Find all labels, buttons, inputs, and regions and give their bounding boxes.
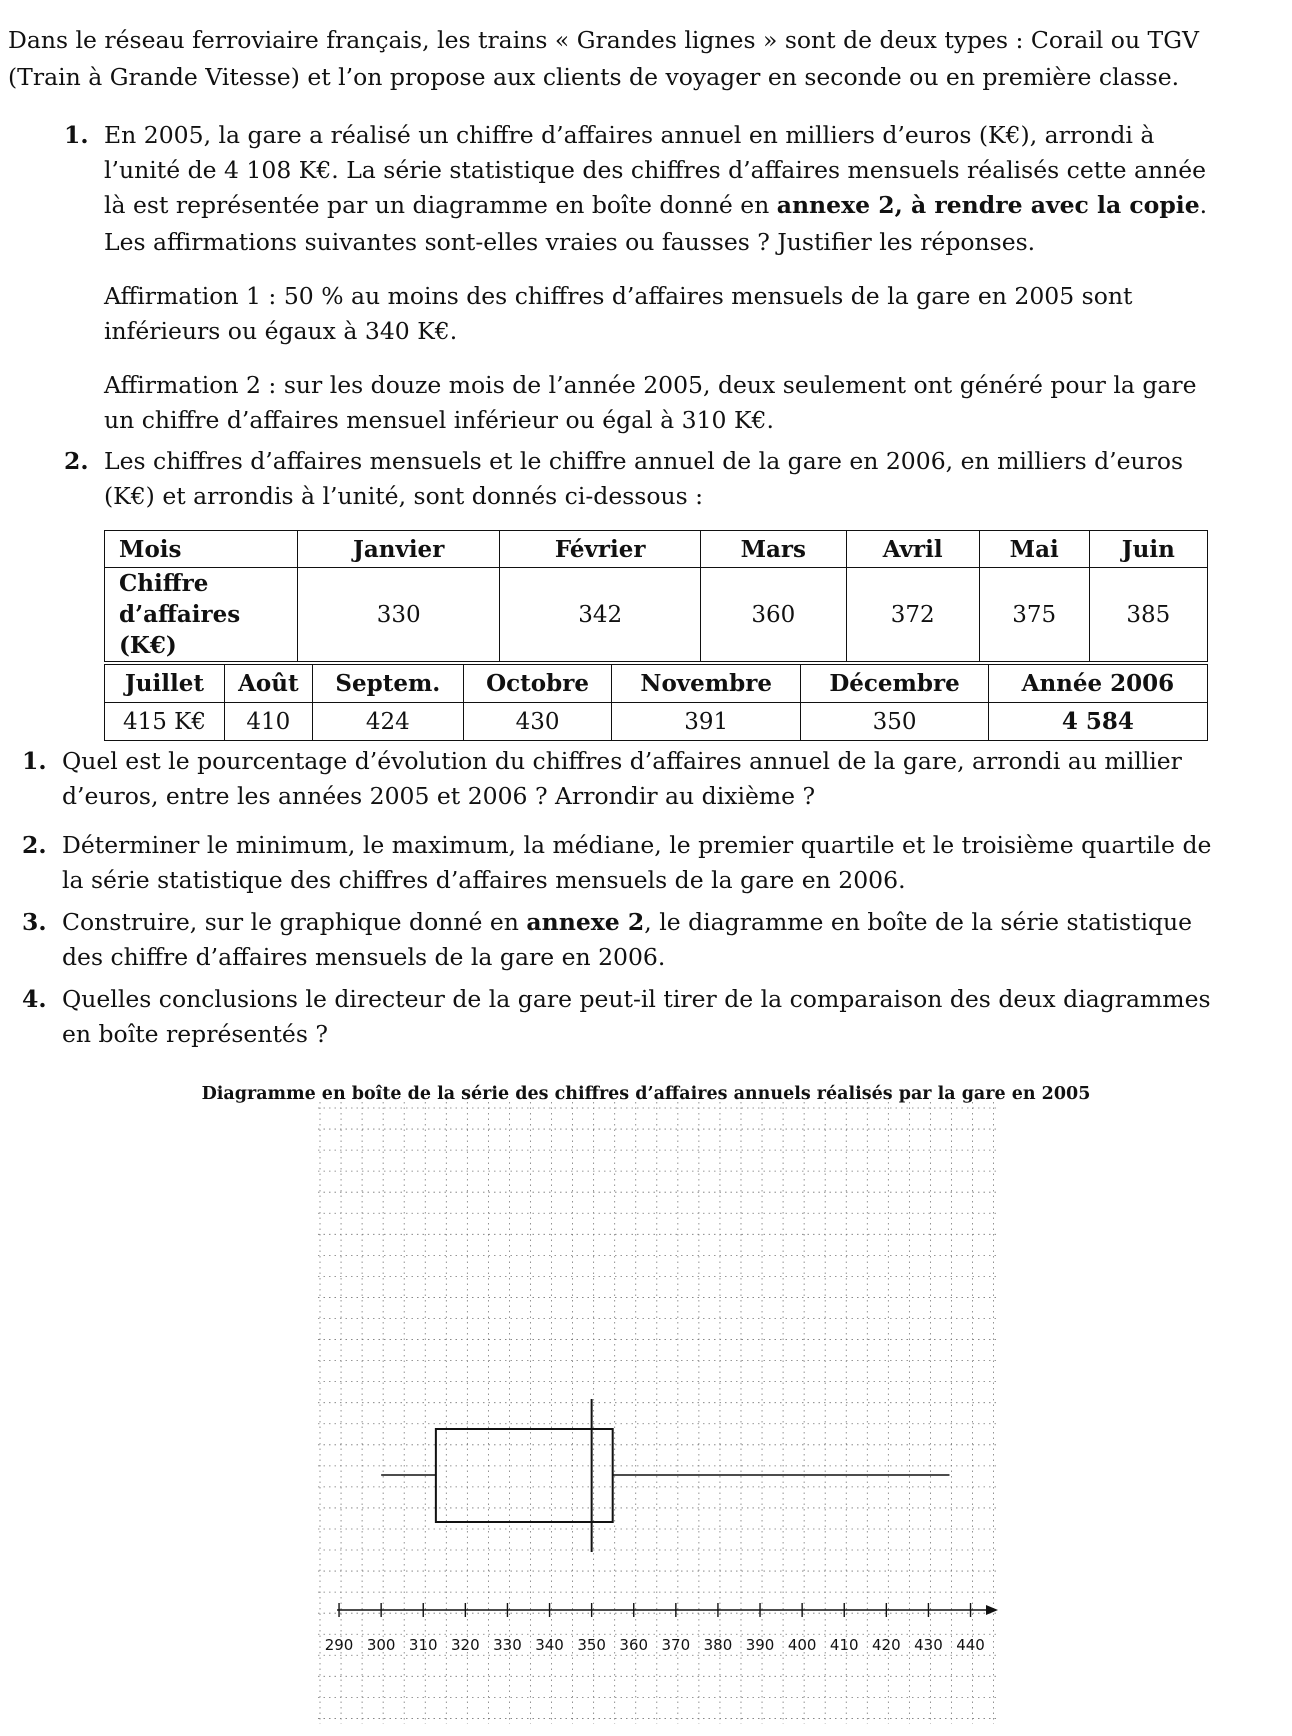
question-4 [22,982,1222,1052]
part-2-text: Les chiffres d’affaires mensuels et le chiffre annuel de la gare en 2006, en milliers d’euros (K€) et arrondis à l’unité, sont donnés ci-dessous : [104,447,1184,510]
table-header-cell: Mois [105,531,298,568]
tick-label: 310 [408,1636,438,1654]
chart-title: Diagramme en boîte de la série des chiffres d’affaires annuels réalisés par la gare en 2005 [201,1084,1091,1104]
tick-labels [325,1636,985,1654]
table-row [105,568,1208,662]
tick-label: 400 [787,1636,817,1654]
table-cell: 424 [312,703,463,741]
affirmation-2: Affirmation 2 : sur les douze mois de l’année 2005, deux seulement ont généré pour la gare un chiffre d’affaires mensuel inférieur ou égal à 310 K€. [104,371,1197,434]
table-cell: 415 K€ [105,703,225,741]
question-number: 2. [22,831,47,859]
tick-label: 340 [535,1636,564,1654]
table-cell: 360 [701,568,846,662]
table-header-cell: Année 2006 [988,665,1207,703]
table-cell: 372 [846,568,979,662]
question-3 [22,905,1222,975]
table-row-label: Chiffre d’affaires (K€) [105,568,298,662]
x-axis-arrow [986,1605,998,1615]
tick-label: 350 [577,1636,606,1654]
table-header-cell: Mai [979,531,1089,568]
annex-reference: annexe 2 [526,908,645,936]
question-1 [22,744,1222,814]
question-2 [22,828,1222,898]
part-1 [64,118,1214,223]
table-header-cell: Juillet [105,665,225,703]
table-header-cell: Février [500,531,701,568]
chart-axis [337,1603,998,1617]
tick-label: 300 [366,1636,396,1654]
tick-label: 360 [619,1636,649,1654]
table-cell: 430 [463,703,611,741]
table-cell: 330 [298,568,500,662]
question-text [62,905,1222,975]
part-1-text-a: En 2005, la gare a réalisé un chiffre d’affaires annuel en milliers d’euros (K€), arrondi à l’unité de 4 108 K€. La série statistique des chiffres d’affaires mensuels réalisés cette année là est représentée par un diagramme en boîte donné en [104,121,1207,219]
question-text: Déterminer le minimum, le maximum, la médiane, le premier quartile et le troisième quartile de la série statistique des chiffres d’affaires mensuels de la gare en 2006. [62,831,1212,894]
table-header-cell: Septem. [312,665,463,703]
tick-label: 430 [914,1636,943,1654]
table-cell: 350 [801,703,989,741]
affirmation-1: Affirmation 1 : 50 % au moins des chiffres d’affaires mensuels de la gare en 2005 sont inférieurs ou égaux à 340 K€. [104,282,1133,345]
tick-label: 330 [493,1636,522,1654]
tick-label: 420 [872,1636,901,1654]
tick-label: 290 [324,1636,354,1654]
table-header-cell: Octobre [463,665,611,703]
intro-text: Dans le réseau ferroviaire français, les trains « Grandes lignes » sont de deux types : Corail ou TGV (Train à Grande Vitesse) et l’on propose aux clients de voyager en seconde ou en première classe. [8,26,1199,91]
question-number: 3. [22,908,47,936]
table-cell: 385 [1089,568,1207,662]
question-number: 4. [22,985,47,1013]
question-number: 1. [22,747,47,775]
boxplot-chart [318,1102,1000,1724]
question-text: Quelles conclusions le directeur de la gare peut-il tirer de la comparaison des deux diagrammes en boîte représentés ? [62,985,1211,1048]
chart-grid [318,1102,1000,1724]
part-1-text-b: . [1199,191,1208,219]
table-header-cell: Juin [1089,531,1207,568]
table-cell: 342 [500,568,701,662]
table-header-cell: Novembre [612,665,801,703]
tick-label: 390 [745,1636,775,1654]
part-2 [64,444,1214,514]
revenue-table-second-half [104,664,1208,741]
tick-label: 380 [703,1636,733,1654]
tick-label: 370 [661,1636,691,1654]
table-row [105,531,1208,568]
table-header-cell: Avril [846,531,979,568]
revenue-table-first-half [104,530,1208,662]
annex-reference: annexe 2, à rendre avec la copie [776,191,1200,219]
part-1-question: Les affirmations suivantes sont-elles vraies ou fausses ? Justifier les réponses. [104,228,1036,256]
part-1-number: 1. [64,121,89,149]
part-2-number: 2. [64,447,89,475]
question-text-b: , le diagramme en boîte de la série statistique des chiffre d’affaires mensuels de la gare en 2006. [62,908,1193,971]
tick-label: 410 [829,1636,859,1654]
table-row [105,703,1208,741]
table-cell: 410 [224,703,312,741]
table-header-cell: Août [224,665,312,703]
table-header-cell: Mars [701,531,846,568]
part-1-text [104,118,1214,223]
table-cell: 391 [612,703,801,741]
tick-label: 440 [956,1636,985,1654]
question-text: Quel est le pourcentage d’évolution du chiffres d’affaires annuel de la gare, arrondi au millier d’euros, entre les années 2005 et 2006 ? Arrondir au dixième ? [62,747,1182,810]
question-text-a: Construire, sur le graphique donné en [62,908,527,936]
table-header-cell: Décembre [801,665,989,703]
table-cell: 375 [979,568,1089,662]
table-cell-annual-total: 4 584 [988,703,1207,741]
table-row [105,665,1208,703]
tick-label: 320 [451,1636,480,1654]
table-header-cell: Janvier [298,531,500,568]
